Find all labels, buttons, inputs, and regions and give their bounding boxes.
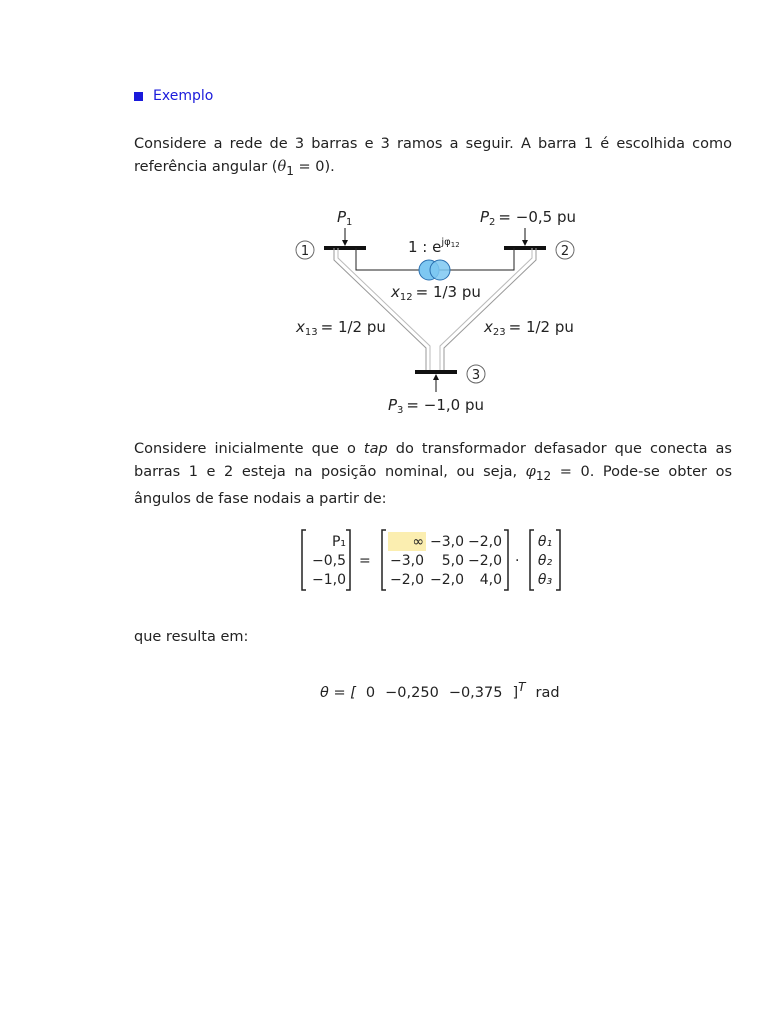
x23-label: $x_{23} = 1/2$ pu (484, 318, 574, 338)
section-header (134, 88, 213, 104)
intro-text-1: Considere a rede de 3 barras e 3 ramos a seguir. A barra 1 é escolhida como referência angular ( (134, 136, 732, 175)
lhs-bracket-right (346, 530, 350, 590)
p1-arrowhead (342, 240, 348, 246)
result-value-2: −0,250 (385, 684, 439, 701)
p3-label: $P_3 = -1,0$ pu (388, 396, 484, 416)
p2-label: $P_2 = -0,5$ pu (480, 208, 576, 228)
matrix-r1-c1: ∞ (412, 534, 424, 550)
branch-1-3-b (338, 248, 430, 370)
matrix-r3-c1: −2,0 (390, 572, 424, 588)
tap-word: tap (363, 441, 388, 457)
rhs-bracket-right (556, 530, 560, 590)
lhs-bracket-left (302, 530, 306, 590)
p1-label: $P_1$ (337, 208, 353, 228)
matrix-r2-c3: −2,0 (468, 553, 502, 569)
tap-text-2: do transformador defasador que conecta as barras 1 e 2 esteja na posição nominal, ou seja, (134, 441, 732, 480)
transpose-symbol: T (518, 680, 526, 694)
branch-1-3 (334, 248, 426, 370)
matrix-equation (296, 526, 566, 594)
p3-arrowhead (433, 374, 439, 380)
bus-2-label: 2 (560, 244, 570, 259)
result-value-1: 0 (365, 684, 376, 701)
rhs-row-3: θ₃ (537, 572, 553, 588)
branch-2-3 (444, 248, 536, 370)
theta-symbol: θ (277, 159, 287, 175)
result-close-bracket: ] (512, 684, 519, 701)
matrix-r3-c3: 4,0 (479, 572, 502, 588)
matrix-bracket-left (382, 530, 386, 590)
lhs-row-3: −1,0 (312, 572, 346, 588)
matrix-r2-c1: −3,0 (390, 553, 424, 569)
rhs-row-2: θ₂ (537, 553, 553, 569)
theta-subscript: 1 (286, 163, 294, 178)
matrix-r2-c2: 5,0 (441, 553, 464, 569)
intro-text-2: = 0). (293, 159, 335, 175)
rhs-row-1: θ₁ (537, 534, 553, 550)
matrix-r1-c2: −3,0 (430, 534, 464, 550)
matrix-bracket-right (504, 530, 508, 590)
tap-text-1: Considere inicialmente que o (134, 441, 364, 457)
result-value-3: −0,375 (448, 684, 503, 701)
tap-text-3: = 0. Pode-se obter os ângulos de fase nodais a partir de: (134, 464, 733, 507)
lhs-row-1: P₁ (331, 534, 346, 550)
bus-3-label: 3 (471, 368, 481, 383)
section-title: Exemplo (153, 88, 214, 104)
tap-paragraph (134, 438, 732, 511)
phi-subscript: 12 (535, 468, 552, 483)
result-equation (320, 680, 560, 701)
result-lhs: θ = [ (320, 684, 356, 701)
phi-symbol: φ (525, 464, 536, 480)
matrix-r1-c3: −2,0 (468, 534, 502, 550)
square-bullet-icon (134, 92, 143, 101)
intro-paragraph (134, 133, 732, 183)
result-unit: rad (535, 684, 560, 701)
lhs-row-2: −0,5 (312, 553, 346, 569)
x13-label: $x_{13} = 1/2$ pu (296, 318, 386, 338)
network-diagram (280, 200, 600, 422)
rhs-bracket-left (530, 530, 534, 590)
x12-label: $x_{12} = 1/3$ pu (391, 283, 481, 303)
branch-2-3-b (440, 248, 532, 370)
tap-ratio-label: 1 : $e^{j\varphi}12$ (408, 237, 460, 256)
dot-operator: · (515, 553, 520, 569)
result-intro: que resulta em: (134, 629, 249, 645)
equals-sign: = (359, 553, 371, 569)
matrix-r3-c2: −2,0 (430, 572, 464, 588)
p2-arrowhead (522, 240, 528, 246)
bus-1-label: 1 (300, 244, 310, 259)
transformer-coil-right (430, 260, 450, 280)
